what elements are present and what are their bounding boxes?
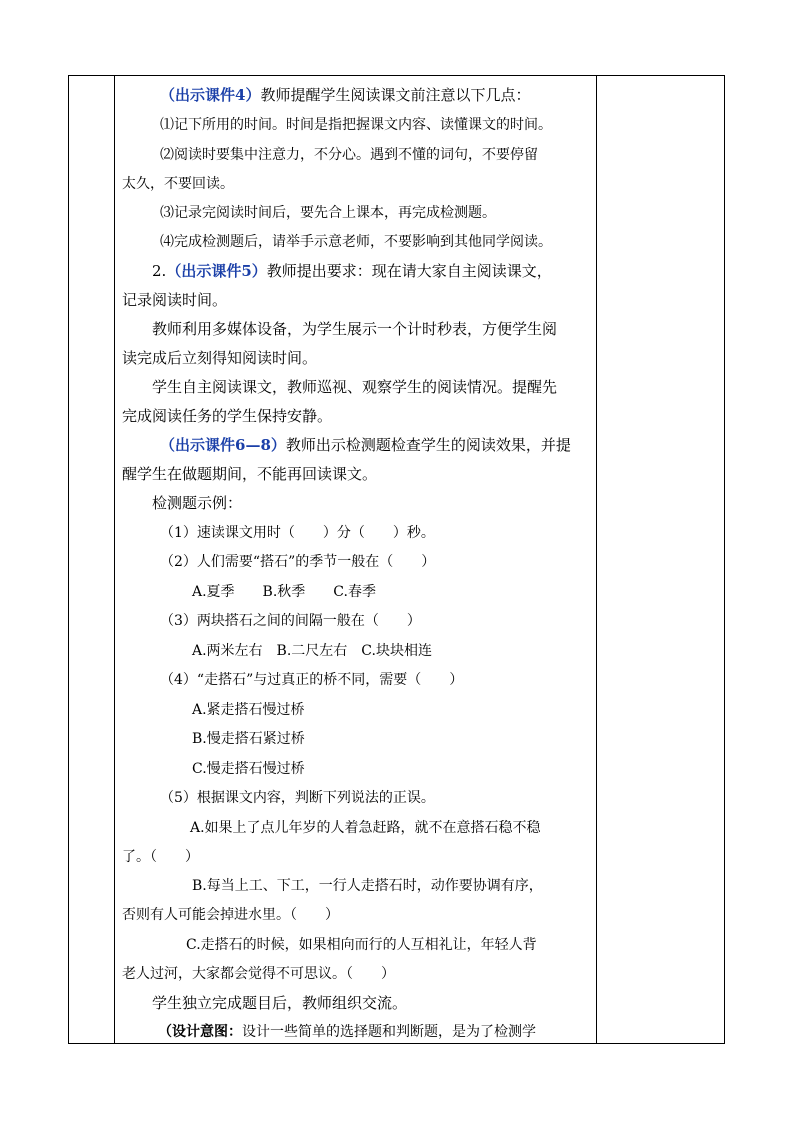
- text-line: A.紧走搭石慢过桥: [192, 702, 305, 718]
- text-line: （4）“走搭石”与过真正的桥不同，需要（ ）: [160, 672, 464, 688]
- text-line: （出示课件6—8）教师出示检测题检查学生的阅读效果，并提: [160, 436, 571, 454]
- text-line: ⑴记下所用的时间。时间是指把握课文内容、读懂课文的时间。: [160, 117, 552, 133]
- text-line: （出示课件4）教师提醒学生阅读课文前注意以下几点：: [160, 86, 531, 104]
- text-line: ⑶记录完阅读时间后，要先合上课本，再完成检测题。: [160, 205, 496, 221]
- text-line: 否则有人可能会掉进水里。（ ）: [122, 907, 339, 923]
- text-line: A.如果上了点儿年岁的人着急赶路，就不在意搭石稳不稳: [190, 820, 541, 836]
- text-line: 记录阅读时间。: [122, 291, 228, 309]
- text-line: C.走搭石的时候，如果相向而行的人互相礼让，年轻人背: [186, 937, 537, 953]
- text-line: 醒学生在做题期间，不能再回读课文。: [122, 465, 378, 483]
- text-line: （2）人们需要“搭石”的季节一般在（ ）: [160, 554, 436, 570]
- text-line: 完成阅读任务的学生保持安静。: [122, 407, 333, 425]
- text-line: 太久，不要回读。: [122, 176, 234, 192]
- text-line: （3）两块搭石之间的间隔一般在（ ）: [160, 613, 421, 629]
- text-line: ⑷完成检测题后，请举手示意老师，不要影响到其他同学阅读。: [160, 234, 552, 250]
- text-line: （设计意图：设计一些简单的选择题和判断题，是为了检测学: [158, 1024, 536, 1040]
- text-line: 检测题示例：: [152, 494, 243, 512]
- text-line: 学生独立完成题目后，教师组织交流。: [152, 994, 408, 1012]
- text-line: 2.（出示课件5）教师提出要求：现在请大家自主阅读课文，: [152, 262, 552, 280]
- text-line: 学生自主阅读课文，教师巡视、观察学生的阅读情况。提醒先: [152, 378, 558, 396]
- text-line: B.慢走搭石紧过桥: [192, 731, 305, 747]
- text-line: A.两米左右 B.二尺左右 C.块块相连: [192, 643, 432, 659]
- table-column-divider-left: [114, 76, 115, 1043]
- text-line: B.每当上工、下工，一行人走搭石时，动作要协调有序，: [192, 878, 543, 894]
- text-line: 读完成后立刻得知阅读时间。: [122, 349, 318, 367]
- table-column-divider-right: [596, 76, 597, 1043]
- text-line: （1）速读课文用时（ ）分（ ）秒。: [160, 525, 435, 541]
- text-line: （5）根据课文内容，判断下列说法的正误。: [160, 790, 435, 806]
- text-line: C.慢走搭石慢过桥: [192, 761, 305, 777]
- text-line: ⑵阅读时要集中注意力，不分心。遇到不懂的词句，不要停留: [160, 147, 538, 163]
- text-line: 老人过河，大家都会觉得不可思议。（ ）: [122, 966, 395, 982]
- text-line: 了。（ ）: [122, 849, 199, 865]
- text-line: A.夏季 B.秋季 C.春季: [192, 584, 376, 600]
- text-line: 教师利用多媒体设备，为学生展示一个计时秒表，方便学生阅: [152, 320, 558, 338]
